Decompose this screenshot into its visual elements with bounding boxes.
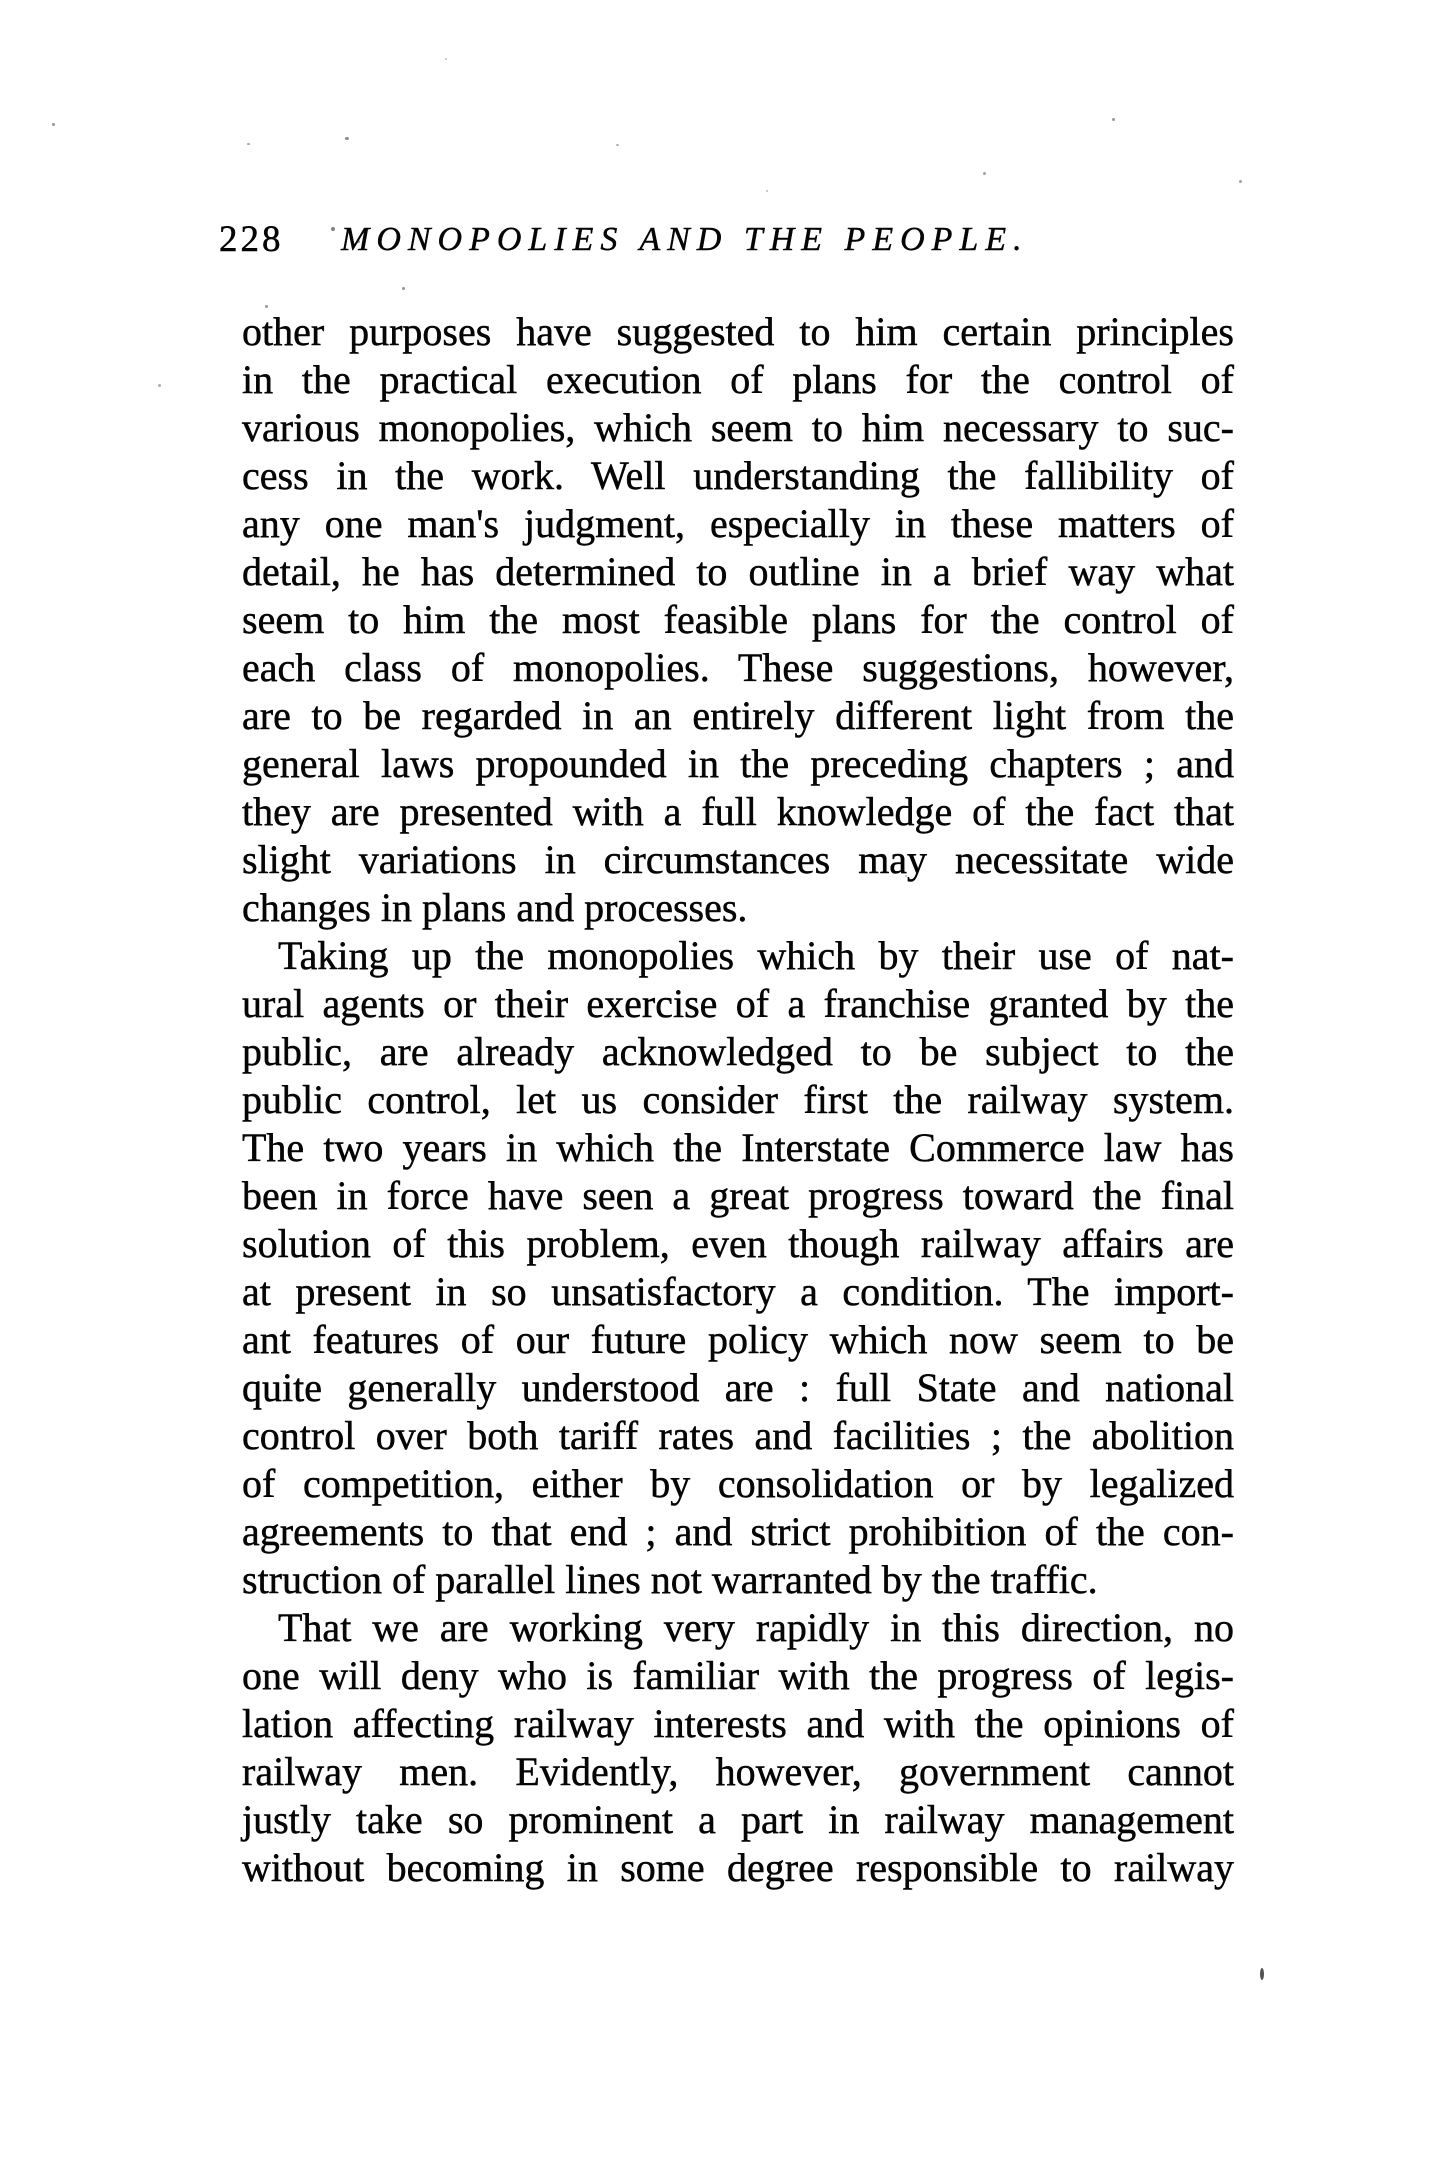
scan-speck xyxy=(983,172,986,175)
text-line: ural agents or their exercise of a franchise granted by the xyxy=(242,981,1234,1026)
running-header: MONOPOLIES AND THE PEOPLE. xyxy=(341,221,1029,258)
scan-speck xyxy=(247,143,250,145)
scan-speck xyxy=(1260,1968,1264,1980)
text-line: ant features of our future policy which now seem to be xyxy=(242,1317,1234,1362)
text-line: railway men. Evidently, however, government cannot xyxy=(242,1749,1234,1794)
text-line: at present in so unsatisfactory a condition. The import- xyxy=(242,1269,1234,1314)
text-line: Taking up the monopolies which by their use of nat- xyxy=(278,933,1234,978)
text-line: public control, let us consider first the railway system. xyxy=(242,1077,1234,1122)
scan-speck xyxy=(905,875,907,877)
page-body-text xyxy=(242,308,1234,1892)
scan-speck xyxy=(1239,180,1242,183)
scan-speck xyxy=(357,240,360,243)
text-line: been in force have seen a great progress toward the final xyxy=(242,1173,1234,1218)
scan-speck xyxy=(345,137,349,140)
text-line: struction of parallel lines not warranted by the traffic. xyxy=(242,1557,1098,1602)
text-line: general laws propounded in the preceding chapters ; and xyxy=(242,741,1234,786)
text-line: various monopolies, which seem to him necessary to suc- xyxy=(242,405,1234,450)
text-line: agreements to that end ; and strict prohibition of the con- xyxy=(242,1509,1234,1554)
scan-speck xyxy=(265,305,268,308)
text-line: justly take so prominent a part in railway management xyxy=(242,1797,1234,1842)
text-line: slight variations in circumstances may necessitate wide xyxy=(242,837,1234,882)
text-line: cess in the work. Well understanding the fallibility of xyxy=(242,453,1234,498)
scan-speck xyxy=(52,123,55,126)
scan-speck xyxy=(402,287,405,290)
text-line: That we are working very rapidly in this direction, no xyxy=(278,1605,1234,1650)
scan-speck xyxy=(1112,118,1115,121)
scan-speck xyxy=(331,227,335,231)
text-line: each class of monopolies. These suggestions, however, xyxy=(242,645,1234,690)
scan-speck xyxy=(766,190,768,192)
text-line: The two years in which the Interstate Commerce law has xyxy=(242,1125,1234,1170)
text-line: any one man's judgment, especially in these matters of xyxy=(242,501,1234,546)
scan-speck xyxy=(616,144,619,146)
text-line: public, are already acknowledged to be subject to the xyxy=(242,1029,1234,1074)
text-line: seem to him the most feasible plans for the control of xyxy=(242,597,1234,642)
text-line: without becoming in some degree responsible to railway xyxy=(242,1845,1234,1890)
text-line: other purposes have suggested to him certain principles xyxy=(242,309,1234,354)
text-line: quite generally understood are : full State and national xyxy=(242,1365,1234,1410)
text-line: are to be regarded in an entirely different light from the xyxy=(242,693,1234,738)
text-line: lation affecting railway interests and with the opinions of xyxy=(242,1701,1234,1746)
text-line: detail, he has determined to outline in a brief way what xyxy=(242,549,1234,594)
page-number: 228 xyxy=(219,219,284,260)
scan-speck xyxy=(158,384,161,387)
text-line: one will deny who is familiar with the progress of legis- xyxy=(242,1653,1234,1698)
scan-speck xyxy=(445,58,447,60)
text-line: control over both tariff rates and facilities ; the abolition xyxy=(242,1413,1234,1458)
text-line: solution of this problem, even though railway affairs are xyxy=(242,1221,1234,1266)
text-line: changes in plans and processes. xyxy=(242,885,748,930)
text-line: in the practical execution of plans for the control of xyxy=(242,357,1234,402)
text-line: of competition, either by consolidation or by legalized xyxy=(242,1461,1234,1506)
text-line: they are presented with a full knowledge of the fact that xyxy=(242,789,1234,834)
